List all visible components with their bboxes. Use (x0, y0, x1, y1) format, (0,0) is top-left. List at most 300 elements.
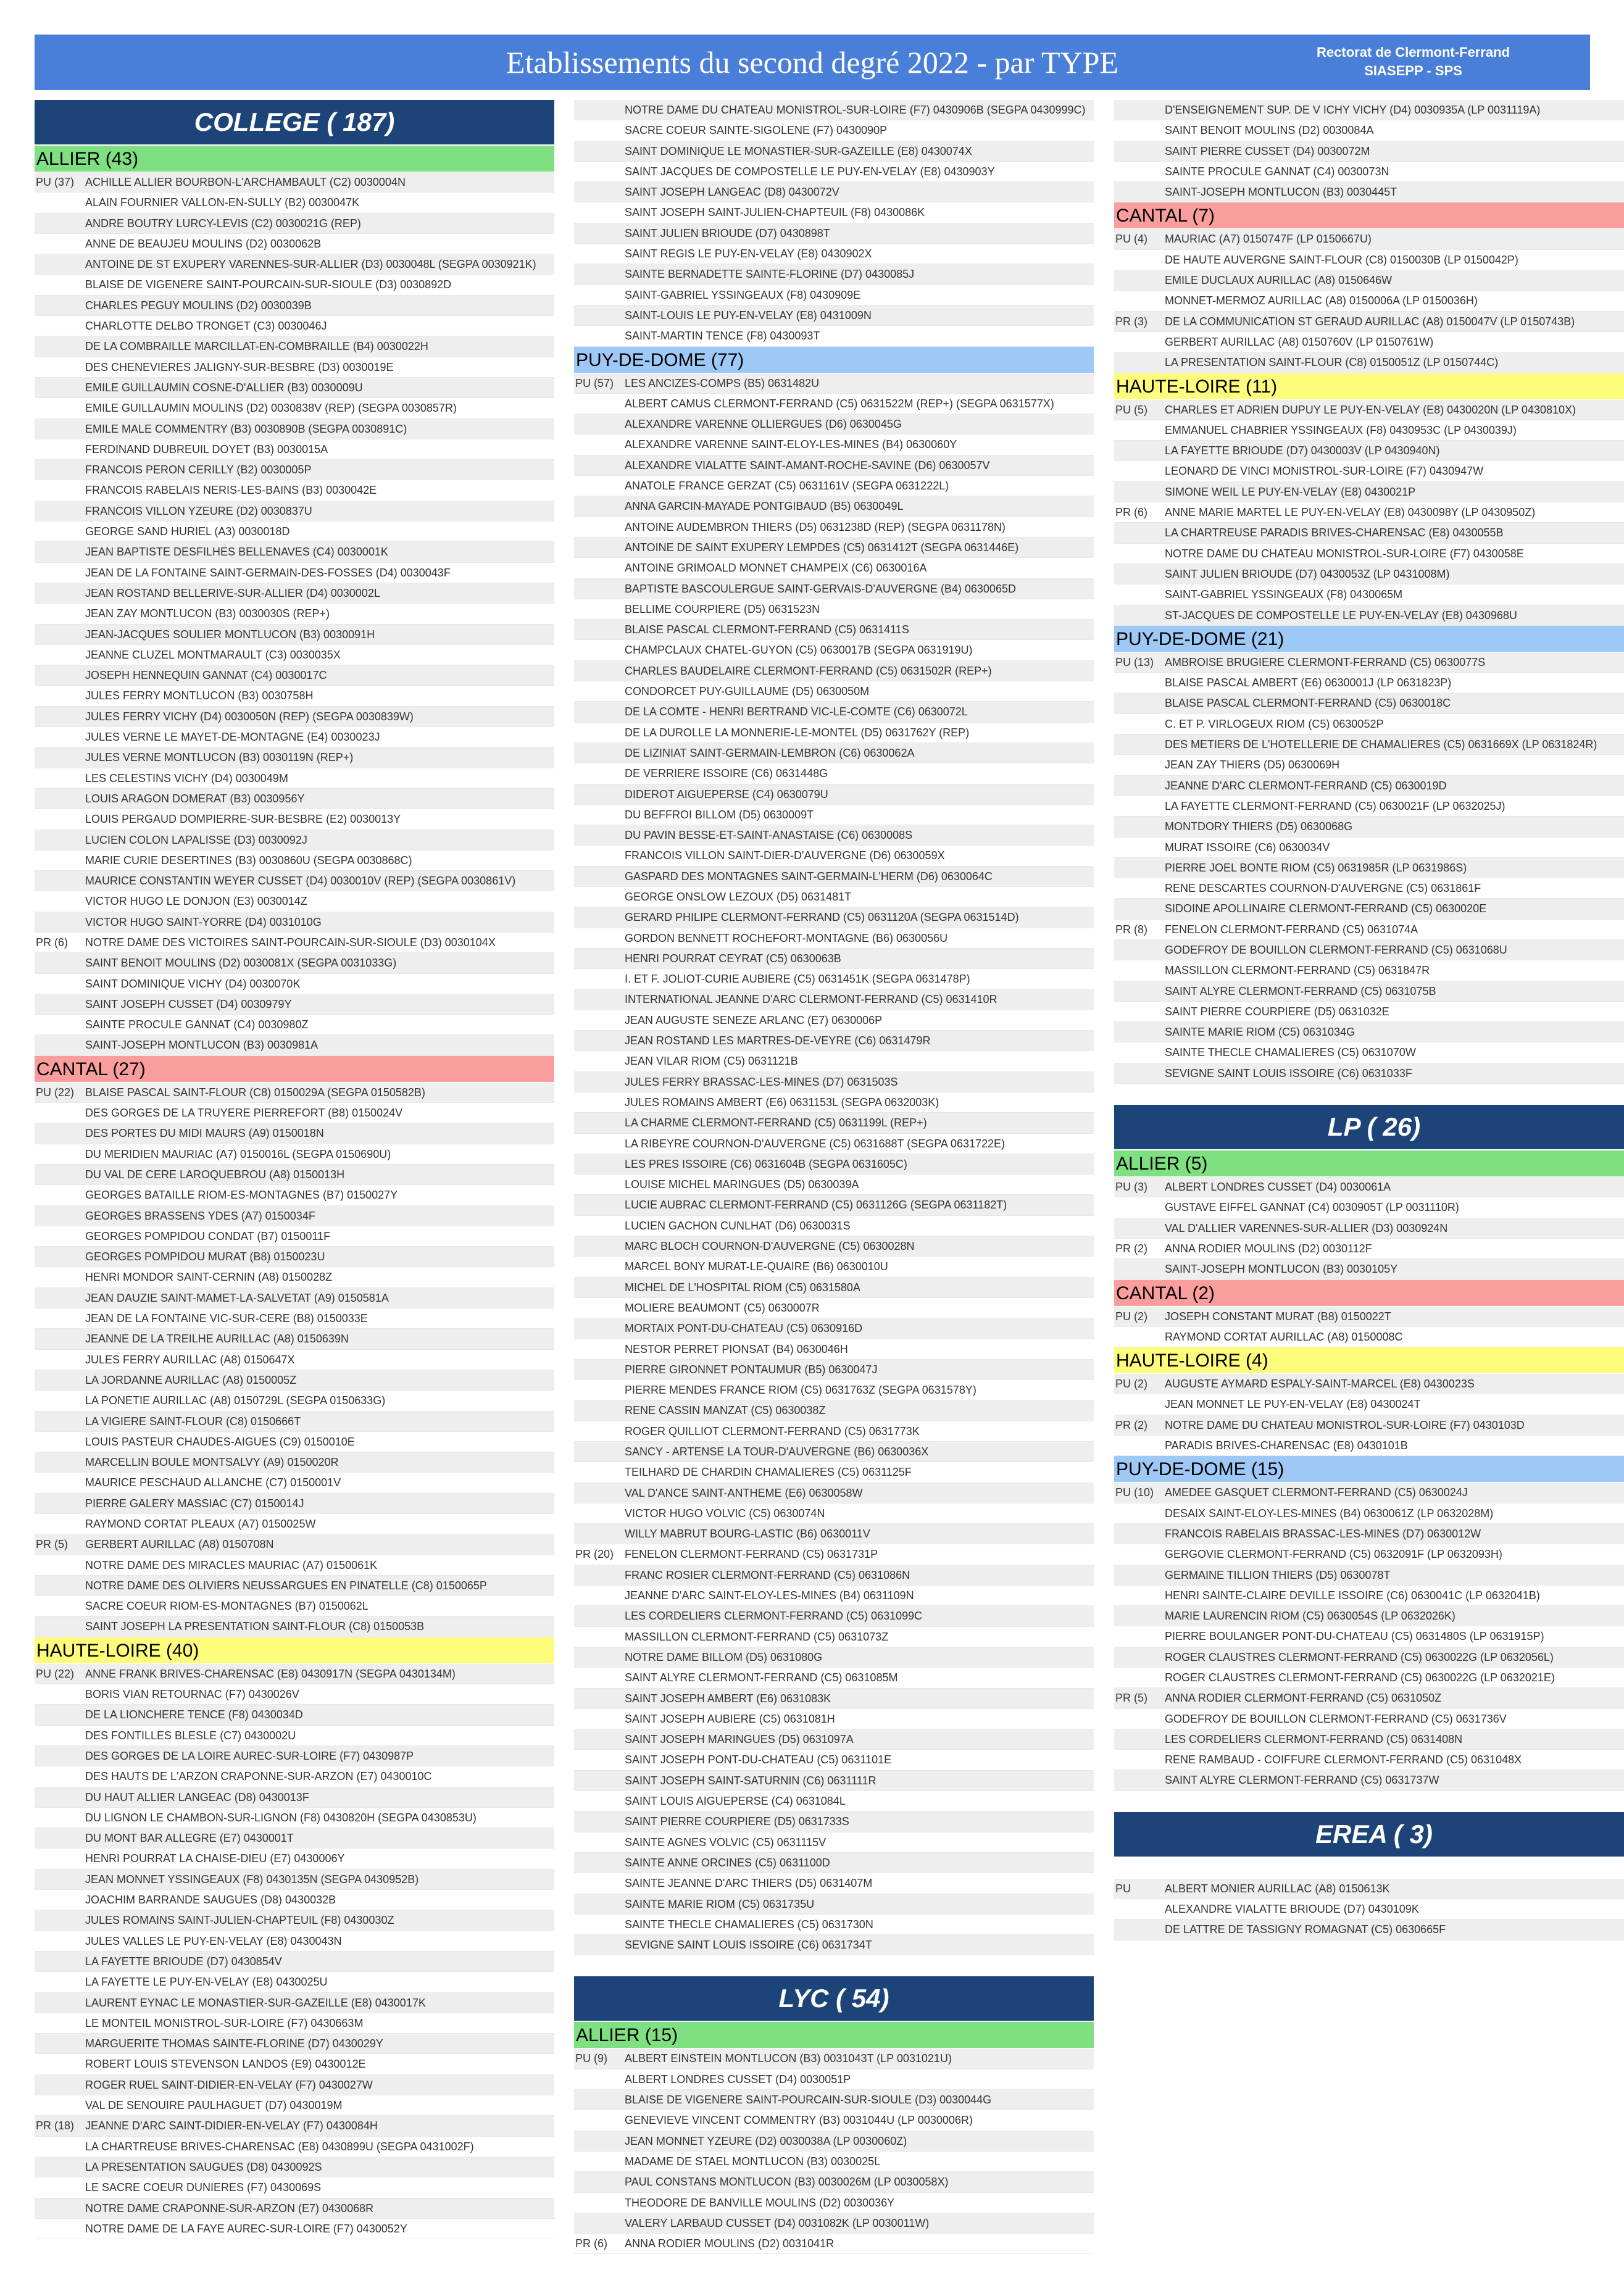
sector-count (35, 1329, 85, 1349)
sector-count (574, 2069, 625, 2089)
sector-count (35, 891, 85, 911)
establishment-name: BLAISE PASCAL CLERMONT-FERRAND (C5) 0631411S (625, 623, 909, 636)
sector-count (574, 928, 625, 948)
sector-count (574, 1195, 625, 1215)
establishment-name: PIERRE GALERY MASSIAC (C7) 0150014J (85, 1497, 304, 1510)
sector-count: PU (4) (1115, 233, 1148, 246)
sector-count (574, 867, 625, 886)
establishment-name: DES PORTES DU MIDI MAURS (A9) 0150018N (85, 1127, 324, 1140)
sector-count (35, 2034, 85, 2053)
sector-count: PU (22) (36, 1086, 75, 1099)
sector-count (35, 1766, 85, 1786)
establishment-row (35, 665, 554, 686)
establishment-row (574, 1216, 1094, 1236)
establishment-row (35, 1555, 554, 1576)
establishment-name: WILLY MABRUT BOURG-LASTIC (B6) 0630011V (625, 1528, 870, 1541)
sector-count (1114, 755, 1165, 775)
sector-count (574, 1832, 625, 1852)
establishment-name: DE LA COMMUNICATION ST GERAUD AURILLAC (A8) 0150047V (LP 0150743B) (1165, 315, 1575, 328)
establishment-name: SAINT-GABRIEL YSSINGEAUX (F8) 0430065M (1165, 588, 1403, 601)
establishment-name: NOTRE DAME BILLOM (D5) 0631080G (625, 1650, 823, 1663)
establishment-name: PAUL CONSTANS MONTLUCON (B3) 0030026M (LP 0030058X) (625, 2176, 949, 2189)
establishment-name: LA CHARTREUSE PARADIS BRIVES-CHARENSAC (E8) 0430055B (1165, 526, 1504, 539)
establishment-name: ALBERT EINSTEIN MONTLUCON (B3) 0031043T (LP 0031021U) (625, 2052, 952, 2065)
establishment-row (574, 1113, 1094, 1133)
establishment-row (35, 193, 554, 213)
sector-count (574, 1380, 625, 1400)
establishment-row (35, 378, 554, 398)
establishment-name: LUCIEN COLON LAPALISSE (D3) 0030092J (85, 833, 307, 846)
establishment-name: ACHILLE ALLIER BOURBON-L'ARCHAMBAULT (C2) 0030004N (85, 176, 406, 188)
establishment-name: LA PONETIE AURILLAC (A8) 0150729L (SEGPA 0150633G) (85, 1394, 386, 1407)
sector-count (574, 1565, 625, 1585)
establishment-name: SAINT ALYRE CLERMONT-FERRAND (C5) 0631737W (1165, 1774, 1439, 1787)
column-1 (35, 100, 554, 2239)
establishment-name: BLAISE PASCAL SAINT-FLOUR (C8) 0150029A (SEGPA 0150582B) (85, 1086, 425, 1099)
establishment-list (1114, 1483, 1624, 1791)
establishment-row (574, 1175, 1094, 1195)
establishment-list (1114, 652, 1624, 1084)
establishment-row (574, 989, 1094, 1010)
sector-count (574, 907, 625, 927)
sector-count (574, 1791, 625, 1811)
establishment-row (1114, 838, 1624, 858)
sector-count (35, 809, 85, 829)
sector-count (574, 1504, 625, 1523)
establishment-name: HENRI POURRAT LA CHAISE-DIEU (E7) 0430006Y (85, 1852, 345, 1865)
sector-count (574, 1873, 625, 1893)
sector-count (1114, 1042, 1165, 1062)
sector-count (574, 1236, 625, 1256)
establishment-row (574, 784, 1094, 805)
sector-count (574, 2131, 625, 2151)
sector-count (574, 394, 625, 414)
establishment-row (574, 2234, 1094, 2254)
sector-count (1114, 960, 1165, 980)
sector-count (574, 1072, 625, 1092)
establishment-row (1114, 182, 1624, 202)
sector-count (574, 2172, 625, 2192)
establishment-row (574, 1565, 1094, 1586)
establishment-row (35, 1931, 554, 1952)
sector-count (574, 1935, 625, 1955)
establishment-name: MARGUERITE THOMAS SAINTE-FLORINE (D7) 0430029Y (85, 2037, 383, 2050)
establishment-name: JULES ROMAINS AMBERT (E6) 0631153L (SEGPA 0632003K) (625, 1096, 939, 1108)
establishment-name: LE SACRE COEUR DUNIERES (F7) 0430069S (85, 2181, 322, 2194)
sector-count (35, 707, 85, 726)
sector-count (574, 887, 625, 907)
establishment-row (574, 394, 1094, 414)
establishment-name: JULES FERRY AURILLAC (A8) 0150647X (85, 1353, 295, 1366)
establishment-row (1114, 1524, 1624, 1544)
sector-count (35, 953, 85, 973)
establishment-row (1114, 1002, 1624, 1022)
sector-count (35, 1993, 85, 2013)
establishment-name: JEAN DE LA FONTAINE SAINT-GERMAIN-DES-FOSSES (D4) 0030043F (85, 566, 451, 579)
sector-count (1114, 523, 1165, 543)
sector-count (574, 2152, 625, 2171)
establishment-name: SAINTE JEANNE D'ARC THIERS (D5) 0631407M (625, 1877, 873, 1890)
establishment-name: SACRE COEUR RIOM-ES-MONTAGNES (B7) 0150062L (85, 1600, 369, 1613)
establishment-name: NOTRE DAME DES MIRACLES MAURIAC (A7) 0150061K (85, 1558, 378, 1571)
establishment-row (574, 244, 1094, 264)
establishment-row (35, 2054, 554, 2074)
establishment-name: SAINT ALYRE CLERMONT-FERRAND (C5) 0631075B (1165, 984, 1436, 997)
establishment-row (1114, 502, 1624, 523)
establishment-name: SAINT-LOUIS LE PUY-EN-VELAY (E8) 0431009N (625, 309, 872, 322)
establishment-list (1114, 1879, 1624, 1940)
establishment-name: GUSTAVE EIFFEL GANNAT (C4) 0030905T (LP 0031110R) (1165, 1201, 1459, 1214)
sector-count (1114, 1022, 1165, 1042)
sector-count (35, 830, 85, 850)
establishment-row (35, 727, 554, 747)
establishment-name: JOSEPH CONSTANT MURAT (B8) 0150022T (1165, 1310, 1391, 1323)
establishment-row (574, 1709, 1094, 1729)
sector-count (574, 1154, 625, 1174)
establishment-row (35, 2177, 554, 2198)
sector-count (574, 949, 625, 968)
establishment-row (1114, 796, 1624, 817)
establishment-row (35, 1746, 554, 1766)
establishment-row (35, 1185, 554, 1205)
sector-count (35, 747, 85, 767)
establishment-name: FENELON CLERMONT-FERRAND (C5) 0631074A (1165, 923, 1418, 936)
establishment-name: SAINT JOSEPH LANGEAC (D8) 0430072V (625, 186, 839, 199)
sector-count (35, 1165, 85, 1184)
sector-count (574, 805, 625, 825)
establishment-name: MARIE LAURENCIN RIOM (C5) 0630054S (LP 0632026K) (1165, 1610, 1455, 1623)
sector-count (35, 768, 85, 788)
establishment-row (574, 825, 1094, 846)
sector-count (1114, 1524, 1165, 1544)
establishment-name: JEANNE D'ARC SAINT-DIDIER-EN-VELAY (F7) 0430084H (85, 2119, 378, 2132)
sector-count: PU (10) (1115, 1486, 1154, 1499)
establishment-row (574, 1010, 1094, 1031)
sector-count (574, 2213, 625, 2233)
establishment-row (35, 172, 554, 193)
establishment-name: JEAN-JACQUES SOULIER MONTLUCON (B3) 0030091H (85, 628, 375, 641)
sector-count: PU (9) (575, 2052, 608, 2065)
sector-count (1114, 1750, 1165, 1770)
sector-count (1114, 1920, 1165, 1939)
establishment-name: ANNE MARIE MARTEL LE PUY-EN-VELAY (E8) 0430098Y (LP 0430950Z) (1165, 506, 1536, 519)
establishment-row (574, 162, 1094, 182)
sector-count (35, 1308, 85, 1328)
establishment-row (574, 599, 1094, 620)
establishment-row (35, 1165, 554, 1185)
sector-count (574, 1606, 625, 1626)
establishment-name: JEAN MONNET YZEURE (D2) 0030038A (LP 0030060Z) (625, 2134, 907, 2147)
establishment-name: SAINT BENOIT MOULINS (D2) 0030081X (SEGPA 0031033G) (85, 957, 397, 970)
establishment-row (574, 1750, 1094, 1770)
sector-count (35, 2013, 85, 2033)
sector-count (1114, 291, 1165, 310)
establishment-row (1114, 1606, 1624, 1626)
establishment-row (1114, 858, 1624, 878)
sector-count (35, 625, 85, 644)
establishment-name: MARIE CURIE DESERTINES (B3) 0030860U (SEGPA 0030868C) (85, 854, 412, 867)
establishment-name: BLAISE PASCAL AMBERT (E6) 0630001J (LP 0631823P) (1165, 676, 1452, 689)
establishment-row (35, 789, 554, 809)
establishment-name: LA FAYETTE LE PUY-EN-VELAY (E8) 0430025U (85, 1976, 328, 1989)
establishment-name: SAINT ALYRE CLERMONT-FERRAND (C5) 0631085M (625, 1671, 898, 1684)
establishment-name: SAINTE MARIE RIOM (C5) 0631034G (1165, 1026, 1355, 1039)
sector-count (574, 640, 625, 660)
establishment-name: SIMONE WEIL LE PUY-EN-VELAY (E8) 0430021P (1165, 485, 1416, 498)
establishment-name: SAINT-JOSEPH MONTLUCON (B3) 0030981A (85, 1039, 319, 1052)
sector-count (35, 357, 85, 377)
establishment-name: LES CORDELIERS CLERMONT-FERRAND (C5) 0631408N (1165, 1732, 1463, 1745)
sector-count (35, 1123, 85, 1143)
establishment-row (574, 1811, 1094, 1832)
establishment-name: DE LIZINIAT SAINT-GERMAIN-LEMBRON (C6) 0630062A (625, 746, 915, 759)
sector-count (574, 1771, 625, 1791)
establishment-name: SAINT JOSEPH AMBERT (E6) 0631083K (625, 1692, 831, 1705)
establishment-name: CONDORCET PUY-GUILLAUME (D5) 0630050M (625, 685, 870, 698)
establishment-name: CHAMPCLAUX CHATEL-GUYON (C5) 0630017B (SEGPA 0631919U) (625, 644, 973, 657)
sector-count (574, 1339, 625, 1359)
sector-count (35, 1247, 85, 1267)
establishment-row (35, 809, 554, 830)
establishment-row (1114, 100, 1624, 120)
establishment-name: ANNE FRANK BRIVES-CHARENSAC (E8) 0430917N (SEGPA 0430134M) (85, 1667, 456, 1680)
establishment-name: LA CHARME CLERMONT-FERRAND (C5) 0631199L (REP+) (625, 1117, 927, 1129)
sector-count (574, 784, 625, 804)
establishment-row (574, 1894, 1094, 1915)
establishment-name: SAINT BENOIT MOULINS (D2) 0030084A (1165, 124, 1374, 137)
establishment-name: SAINT JOSEPH AUBIERE (C5) 0631081H (625, 1712, 835, 1725)
sector-count (1114, 352, 1165, 372)
establishment-row (1114, 1063, 1624, 1084)
establishment-row (574, 1647, 1094, 1668)
sector-count (1114, 584, 1165, 604)
establishment-row (574, 264, 1094, 285)
establishment-name: MURAT ISSOIRE (C6) 0630034V (1165, 841, 1330, 854)
establishment-row (1114, 940, 1624, 960)
sector-count: PU (37) (36, 176, 75, 188)
sector-count (1114, 420, 1165, 440)
establishment-row (35, 419, 554, 439)
sector-count (1114, 1586, 1165, 1605)
establishment-row (35, 1972, 554, 1992)
sector-count: PU (57) (575, 376, 614, 389)
establishment-row (1114, 1504, 1624, 1524)
sector-count: PR (20) (575, 1548, 614, 1561)
establishment-row (35, 1452, 554, 1473)
establishment-name: ANATOLE FRANCE GERZAT (C5) 0631161V (SEGPA 0631222L) (625, 480, 949, 493)
establishment-row (1114, 1483, 1624, 1503)
establishment-name: NOTRE DAME DES OLIVIERS NEUSSARGUES EN PINATELLE (C8) 0150065P (85, 1579, 487, 1592)
establishment-row (35, 871, 554, 891)
establishment-name: MADAME DE STAEL MONTLUCON (B3) 0030025L (625, 2155, 881, 2168)
establishment-row (574, 867, 1094, 887)
establishment-row (35, 1787, 554, 1808)
establishment-row (1114, 714, 1624, 734)
establishment-row (1114, 162, 1624, 182)
establishment-row (1114, 441, 1624, 461)
establishment-name: PIERRE BOULANGER PONT-DU-CHATEAU (C5) 0631480S (LP 0631915P) (1165, 1630, 1544, 1643)
establishment-row (1114, 291, 1624, 311)
establishment-name: PIERRE JOEL BONTE RIOM (C5) 0631985R (LP 0631986S) (1165, 861, 1467, 874)
sector-count (574, 1113, 625, 1133)
sector-count (35, 1206, 85, 1226)
establishment-row (574, 805, 1094, 825)
establishment-name: DIDEROT AIGUEPERSE (C4) 0630079U (625, 788, 828, 801)
establishment-row (1114, 673, 1624, 693)
page-title: Etablissements du second degré 2022 - par TYPE (506, 45, 1118, 80)
establishment-row (574, 558, 1094, 578)
establishment-row (574, 1380, 1094, 1400)
establishment-row (574, 763, 1094, 784)
sector-count (574, 264, 625, 284)
establishment-row (35, 254, 554, 275)
sector-count (574, 681, 625, 701)
establishment-row (35, 994, 554, 1015)
establishment-row (35, 830, 554, 851)
sector-count (35, 1910, 85, 1930)
sector-count (35, 1035, 85, 1055)
establishment-name: ALAIN FOURNIER VALLON-EN-SULLY (B2) 0030047K (85, 196, 360, 209)
establishment-row (574, 435, 1094, 455)
establishment-row (574, 1873, 1094, 1894)
sector-count (35, 1370, 85, 1390)
establishment-row (1114, 1042, 1624, 1063)
establishment-row (35, 522, 554, 542)
establishment-name: ALBERT MONIER AURILLAC (A8) 0150613K (1165, 1882, 1390, 1895)
sector-count: PR (2) (1115, 1242, 1148, 1255)
establishment-name: DU BEFFROI BILLOM (D5) 0630009T (625, 808, 814, 821)
region-header-cantal-27: CANTAL (27) (35, 1056, 554, 1082)
establishment-name: LA FAYETTE CLERMONT-FERRAND (C5) 0630021F (LP 0632025J) (1165, 799, 1505, 812)
establishment-name: GODEFROY DE BOUILLON CLERMONT-FERRAND (C5) 0631068U (1165, 943, 1507, 956)
sector-count (574, 558, 625, 578)
establishment-list (35, 1083, 554, 1637)
establishment-name: DESAIX SAINT-ELOY-LES-MINES (B4) 0630061Z (LP 0632028M) (1165, 1507, 1494, 1520)
establishment-row (574, 414, 1094, 435)
establishment-name: DES FONTILLES BLESLE (C7) 0430002U (85, 1729, 296, 1742)
org-line-1: Rectorat de Clermont-Ferrand (1317, 44, 1510, 60)
establishment-row (1114, 755, 1624, 775)
establishment-row (1114, 1374, 1624, 1394)
establishment-row (574, 141, 1094, 162)
establishment-name: GASPARD DES MONTAGNES SAINT-GERMAIN-L'HERM (D6) 0630064C (625, 870, 993, 883)
establishment-name: INTERNATIONAL JEANNE D'ARC CLERMONT-FERRAND (C5) 0631410R (625, 993, 997, 1006)
establishment-row (574, 1154, 1094, 1175)
sector-count (35, 665, 85, 685)
sector-count (1114, 693, 1165, 713)
establishment-name: DE VERRIERE ISSOIRE (C6) 0631448G (625, 767, 828, 780)
establishment-name: DE LA LIONCHERE TENCE (F8) 0430034D (85, 1708, 303, 1721)
establishment-name: BORIS VIAN RETOURNAC (F7) 0430026V (85, 1688, 299, 1701)
establishment-row (574, 476, 1094, 496)
sector-count (574, 1647, 625, 1667)
establishment-name: SAINT-GABRIEL YSSINGEAUX (F8) 0430909E (625, 288, 861, 301)
establishment-name: LA JORDANNE AURILLAC (A8) 0150005Z (85, 1373, 297, 1386)
establishment-name: MICHEL DE L'HOSPITAL RIOM (C5) 0631580A (625, 1281, 860, 1294)
sector-count (1114, 1606, 1165, 1626)
establishment-name: GENEVIEVE VINCENT COMMENTRY (B3) 0031044U (LP 0030006R) (625, 2114, 973, 2127)
establishment-name: ALEXANDRE VARENNE SAINT-ELOY-LES-MINES (B4) 0630060Y (625, 438, 957, 451)
sector-count (35, 1808, 85, 1828)
sector-count (574, 120, 625, 140)
establishment-name: JEANNE DE LA TREILHE AURILLAC (A8) 0150639N (85, 1333, 349, 1346)
establishment-row (574, 223, 1094, 244)
establishment-row (574, 1524, 1094, 1544)
establishment-row (574, 1278, 1094, 1298)
establishment-row (574, 702, 1094, 722)
establishment-name: MASSILLON CLERMONT-FERRAND (C5) 0631073Z (625, 1630, 889, 1643)
establishment-name: DE LA COMBRAILLE MARCILLAT-EN-COMBRAILLE (B4) 0030022H (85, 340, 428, 353)
establishment-row (1114, 1218, 1624, 1239)
sector-count (1114, 673, 1165, 693)
establishment-name: ANNA GARCIN-MAYADE PONTGIBAUD (B5) 0630049L (625, 500, 904, 513)
establishment-name: JULES FERRY MONTLUCON (B3) 0030758H (85, 689, 314, 702)
sector-count (574, 2193, 625, 2213)
sector-count (574, 455, 625, 475)
sector-count (574, 1627, 625, 1647)
establishment-name: ALBERT CAMUS CLERMONT-FERRAND (C5) 0631522M (REP+) (SEGPA 0631577X) (625, 397, 1054, 410)
sector-count (574, 496, 625, 516)
establishment-row (1114, 1394, 1624, 1415)
sector-count (35, 1684, 85, 1704)
establishment-row (1114, 1177, 1624, 1197)
sector-count (574, 723, 625, 742)
establishment-row (35, 707, 554, 727)
establishment-row (574, 723, 1094, 743)
establishment-row (1114, 400, 1624, 420)
establishment-row (1114, 920, 1624, 940)
sector-count (35, 1103, 85, 1123)
establishment-row (574, 1421, 1094, 1442)
establishment-name: BLAISE PASCAL CLERMONT-FERRAND (C5) 0630018C (1165, 697, 1451, 710)
establishment-name: AUGUSTE AYMARD ESPALY-SAINT-MARCEL (E8) 0430023S (1165, 1378, 1475, 1391)
establishment-list (574, 100, 1094, 347)
sector-count (35, 2137, 85, 2157)
establishment-row (35, 1514, 554, 1534)
sector-count (35, 1391, 85, 1410)
establishment-row (35, 583, 554, 604)
establishment-name: GEORGES BATAILLE RIOM-ES-MONTAGNES (B7) 0150027Y (85, 1189, 398, 1202)
establishment-name: ROGER QUILLIOT CLERMONT-FERRAND (C5) 0631773K (625, 1425, 920, 1437)
sector-count (1114, 714, 1165, 734)
establishment-name: DE LA DUROLLE LA MONNERIE-LE-MONTEL (D5) 0631762Y (REP) (625, 726, 970, 739)
establishment-row (35, 336, 554, 357)
establishment-name: SAINTE PROCULE GANNAT (C4) 0030073N (1165, 165, 1389, 178)
establishment-row (35, 747, 554, 768)
establishment-name: SAINT PIERRE COURPIERE (D5) 0631032E (1165, 1005, 1389, 1018)
establishment-name: ANTOINE DE ST EXUPERY VARENNES-SUR-ALLIER (D3) 0030048L (SEGPA 0030921K) (85, 258, 536, 271)
spacer (1114, 1858, 1624, 1879)
establishment-name: GERGOVIE CLERMONT-FERRAND (C5) 0632091F (LP 0632093H) (1165, 1548, 1502, 1561)
sector-count (574, 743, 625, 763)
establishment-name: JEAN DAUZIE SAINT-MAMET-LA-SALVETAT (A9) 0150581A (85, 1291, 389, 1304)
establishment-name: DE HAUTE AUVERGNE SAINT-FLOUR (C8) 0150030B (LP 0150042P) (1165, 253, 1518, 266)
establishment-row (35, 933, 554, 953)
sector-count (35, 563, 85, 583)
establishment-name: ALBERT LONDRES CUSSET (D4) 0030061A (1165, 1181, 1391, 1194)
sector-count (35, 1972, 85, 1992)
establishment-row (574, 661, 1094, 681)
establishment-row (574, 1072, 1094, 1092)
sector-count (1114, 796, 1165, 816)
establishment-row (1114, 1327, 1624, 1347)
sector-count (1114, 482, 1165, 502)
establishment-name: JULES VERNE MONTLUCON (B3) 0030119N (REP+) (85, 751, 354, 764)
establishment-name: RAYMOND CORTAT PLEAUX (A7) 0150025W (85, 1518, 316, 1530)
sector-count (1114, 162, 1165, 181)
establishment-row (35, 1808, 554, 1828)
establishment-name: NOTRE DAME DES VICTOIRES SAINT-POURCAIN-SUR-SIOULE (D3) 0030104X (85, 936, 496, 949)
